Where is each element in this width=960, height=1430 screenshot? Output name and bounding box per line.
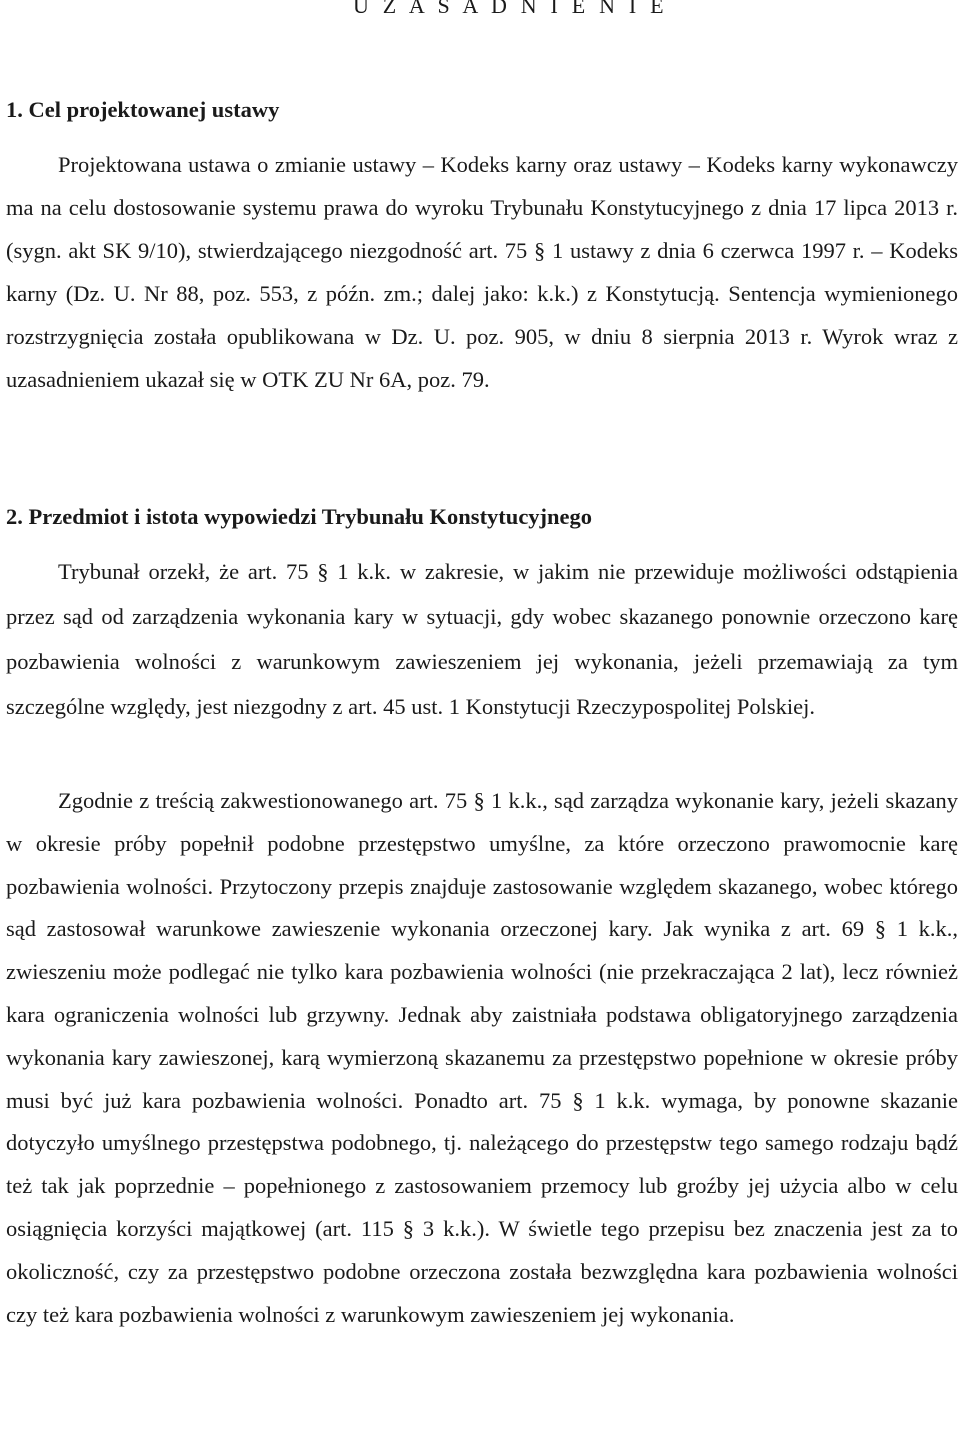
section-2-paragraph-1: Trybunał orzekł, że art. 75 § 1 k.k. w zakresie, w jakim nie przewiduje możliwości odstąpienia przez sąd od zarządzenia wykonania kary w sytuacji, gdy wobec skazanego ponownie orzeczono karę pozbawienia wolności z warunkowym zawieszeniem jej wykonania, jeżeli przemawiają za tym szczególne względy, jest niezgodny z art. 45 ust. 1 Konstytucji Rzeczypospolitej Polskiej. xyxy=(6,559,958,719)
section-1-paragraph-1: Projektowana ustawa o zmianie ustawy – Kodeks karny oraz ustawy – Kodeks karny wykonawczy ma na celu dostosowanie systemu prawa do wyroku Trybunału Konstytucyjnego z dnia 17 lipca 2013 r. (sygn. akt SK 9/10), stwierdzającego niezgodność art. 75 § 1 ustawy z dnia 6 czerwca 1997 r. – Kodeks karny (Dz. U. Nr 88, poz. 553, z późn. zm.; dalej jako: k.k.) z Konstytucją. Sentencja wymienionego rozstrzygnięcia została opublikowana w Dz. U. poz. 905, w dniu 8 sierpnia 2013 r. Wyrok wraz z uzasadnieniem ukazał się w OTK ZU Nr 6A, poz. 79. xyxy=(6,152,958,392)
section-heading-1: 1. Cel projektowanej ustawy xyxy=(6,97,280,122)
section-2-paragraph-2: Zgodnie z treścią zakwestionowanego art. 75 § 1 k.k., sąd zarządza wykonanie kary, jeżeli skazany w okresie próby popełnił podobne przestępstwo umyślne, za które orzeczono prawomocnie karę pozbawienia wolności. Przytoczony przepis znajduje zastosowanie względem skazanego, wobec którego sąd zastosował warunkowe zawieszenie wykonania orzeczonej kary. Jak wynika z art. 69 § 1 k.k., zwieszeniu może podlegać nie tylko kara pozbawienia wolności (nie przekraczająca 2 lat), lecz również kara ograniczenia wolności lub grzywny. Jednak aby zaistniała podstawa obligatoryjnego zarządzenia wykonania kary zawieszonej, karą wymierzoną skazanemu za przestępstwo popełnione w okresie próby musi być już kara pozbawienia wolności. Ponadto art. 75 § 1 k.k. wymaga, by ponowne skazanie dotyczyło umyślnego przestępstwa podobnego, tj. należącego do przestępstw tego samego rodzaju bądź też tak jak poprzednie – popełnionego z zastosowaniem przemocy lub groźby jej użycia albo w celu osiągnięcia korzyści majątkowej (art. 115 § 3 k.k.). W świetle tego przepisu bez znaczenia jest za to okoliczność, czy za przestępstwo podobne orzeczona została bezwzględna kara pozbawienia wolności czy też kara pozbawienia wolności z warunkowym zawieszeniem jej wykonania. xyxy=(6,788,958,1327)
section-heading-2: 2. Przedmiot i istota wypowiedzi Trybunału Konstytucyjnego xyxy=(6,504,593,529)
document-title: U Z A S A D N I E N I E xyxy=(353,0,668,18)
